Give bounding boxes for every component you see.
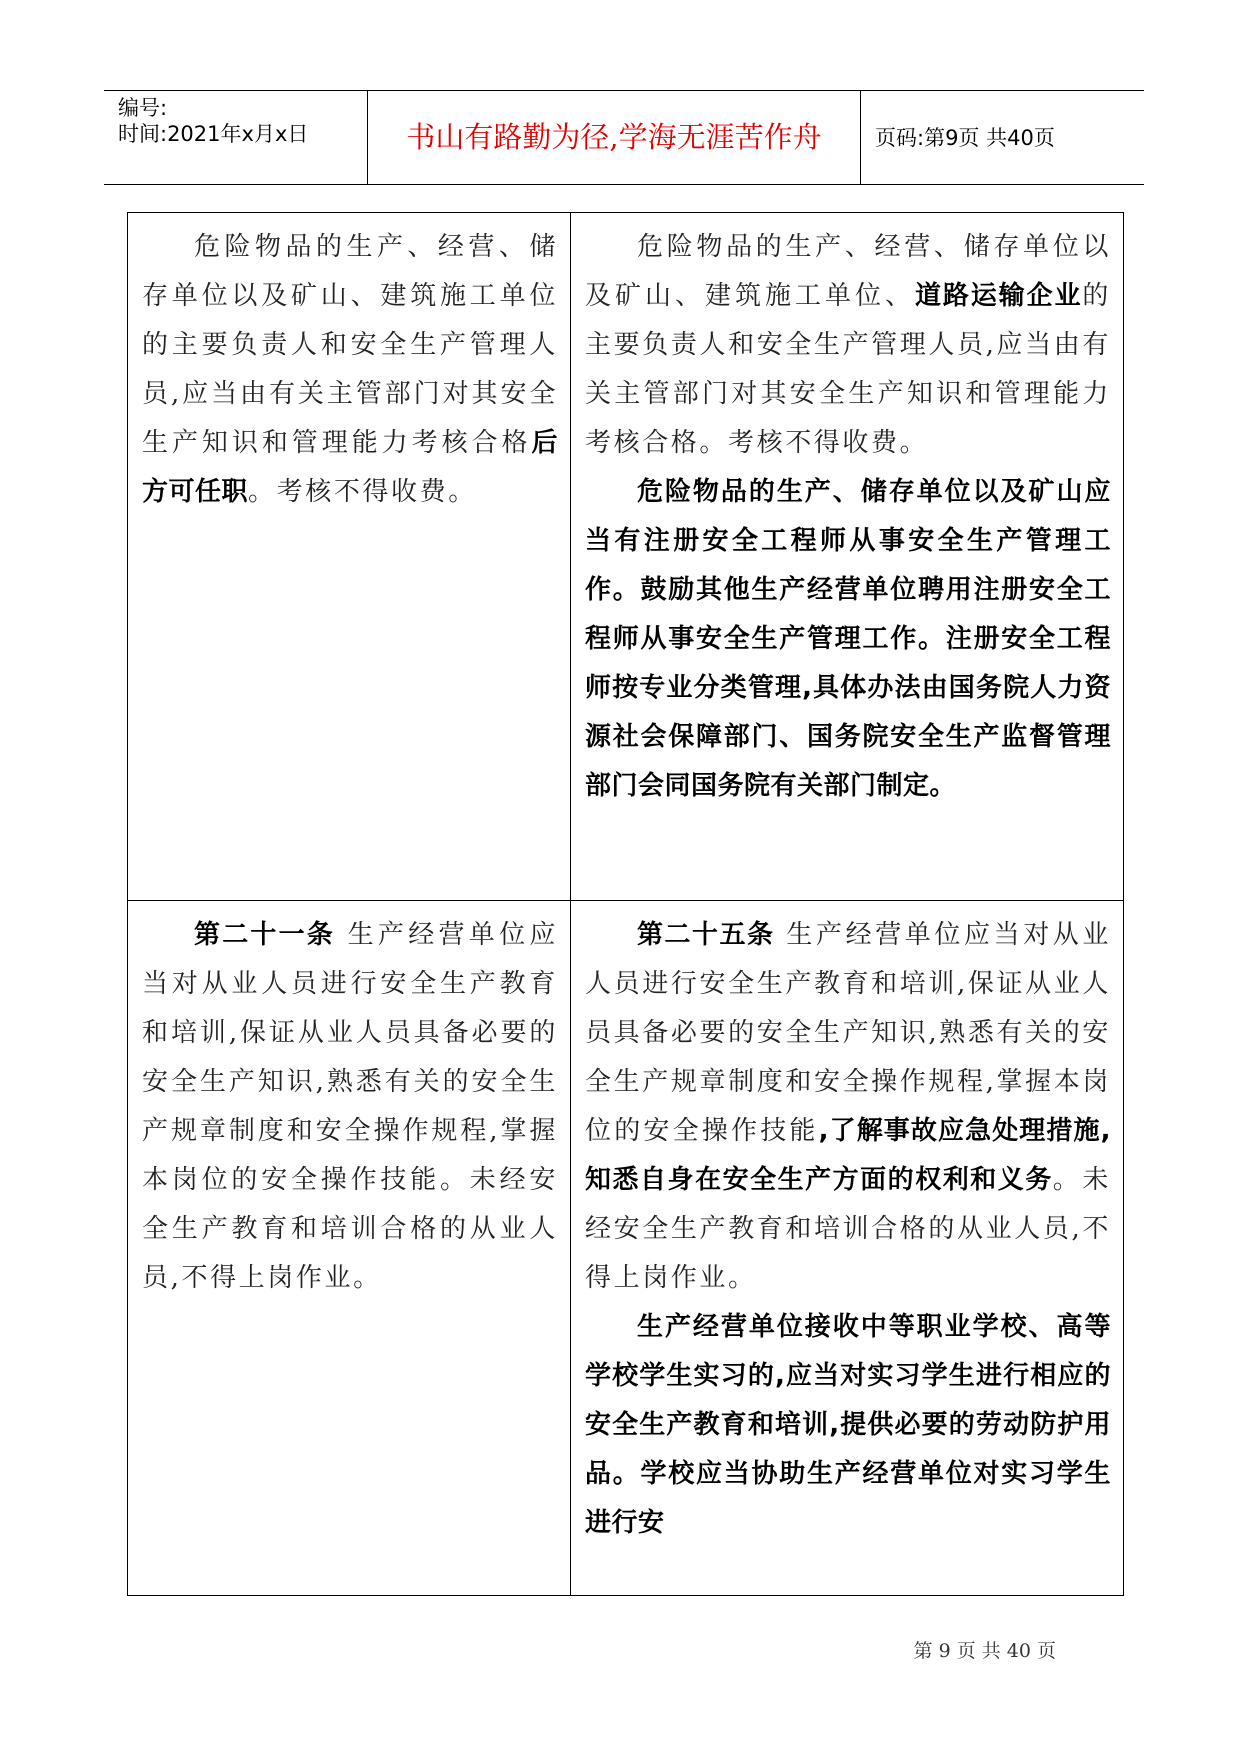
amended-text: 后方可任职 bbox=[142, 428, 558, 507]
page-header bbox=[104, 90, 1144, 185]
new-text: 的主要负责人和安全生产管理人员,应当由有关主管部门对其安全生产知识和管理能力考核合格。考核不得收费。 bbox=[585, 281, 1111, 458]
header-motto-cell bbox=[368, 91, 861, 184]
comparison-table bbox=[127, 212, 1124, 1596]
header-motto: 书山有路勤为径,学海无涯苦作舟 bbox=[406, 120, 822, 154]
new-text: 。未经安全生产教育和培训合格的从业人员,不得上岗作业。 bbox=[585, 1165, 1111, 1294]
table-row bbox=[128, 901, 1124, 1596]
document-time-label: 时间:2021年x月x日 bbox=[118, 122, 309, 146]
header-info-cell bbox=[104, 91, 368, 184]
article-number: 第二十五条 bbox=[637, 920, 775, 951]
old-paragraph bbox=[142, 911, 558, 1303]
added-paragraph: 生产经营单位接收中等职业学校、高等学校学生实习的,应当对实习学生进行相应的安全生产教育和培训,提供必要的劳动防护用品。学校应当协助生产经营单位对实习学生进行安 bbox=[585, 1312, 1111, 1539]
new-text-cell bbox=[571, 213, 1124, 901]
header-page-cell bbox=[861, 91, 1144, 184]
old-text: 生产经营单位应当对从业人员进行安全生产教育和培训,保证从业人员具备必要的安全生产知识,熟悉有关的安全生产规章制度和安全操作规程,掌握本岗位的安全操作技能。未经安全生产教育和培训合格的从业人员,不得上岗作业。 bbox=[142, 920, 558, 1294]
new-text: 危险物品的生产、经营、储存单位以及矿山、建筑施工单位、 bbox=[585, 232, 1111, 311]
new-paragraph bbox=[585, 911, 1111, 1303]
old-text: 危险物品的生产、经营、储存单位以及矿山、建筑施工单位的主要负责人和安全生产管理人员,应当由有关主管部门对其安全生产知识和管理能力考核合格 bbox=[142, 232, 558, 458]
old-text-cell bbox=[128, 213, 571, 901]
header-page-number: 页码:第9页 共40页 bbox=[875, 126, 1055, 150]
old-text: 。考核不得收费。 bbox=[248, 477, 477, 507]
new-text: 生产经营单位应当对从业人员进行安全生产教育和培训,保证从业人员具备必要的安全生产知识,熟悉有关的安全生产规章制度和安全操作规程,掌握本岗位的安全操作技能 bbox=[585, 920, 1111, 1147]
document-number-label: 编号: bbox=[118, 96, 168, 120]
added-text: 道路运输企业 bbox=[914, 281, 1083, 311]
table-row bbox=[128, 213, 1124, 901]
new-paragraph bbox=[585, 223, 1111, 468]
added-text: ,了解事故应急处理措施,知悉自身在安全生产方面的权利和义务 bbox=[585, 1116, 1111, 1196]
page-footer: 第 9 页 共 40 页 bbox=[913, 1640, 1056, 1662]
added-paragraph: 危险物品的生产、储存单位以及矿山应当有注册安全工程师从事安全生产管理工作。鼓励其他生产经营单位聘用注册安全工程师从事安全生产管理工作。注册安全工程师按专业分类管理,具体办法由国务院人力资源社会保障部门、国务院安全生产监督管理部门会同国务院有关部门制定。 bbox=[585, 477, 1111, 801]
old-paragraph bbox=[142, 223, 558, 517]
article-number: 第二十一条 bbox=[194, 920, 336, 951]
old-text-cell bbox=[128, 901, 571, 1596]
new-text-cell bbox=[571, 901, 1124, 1596]
